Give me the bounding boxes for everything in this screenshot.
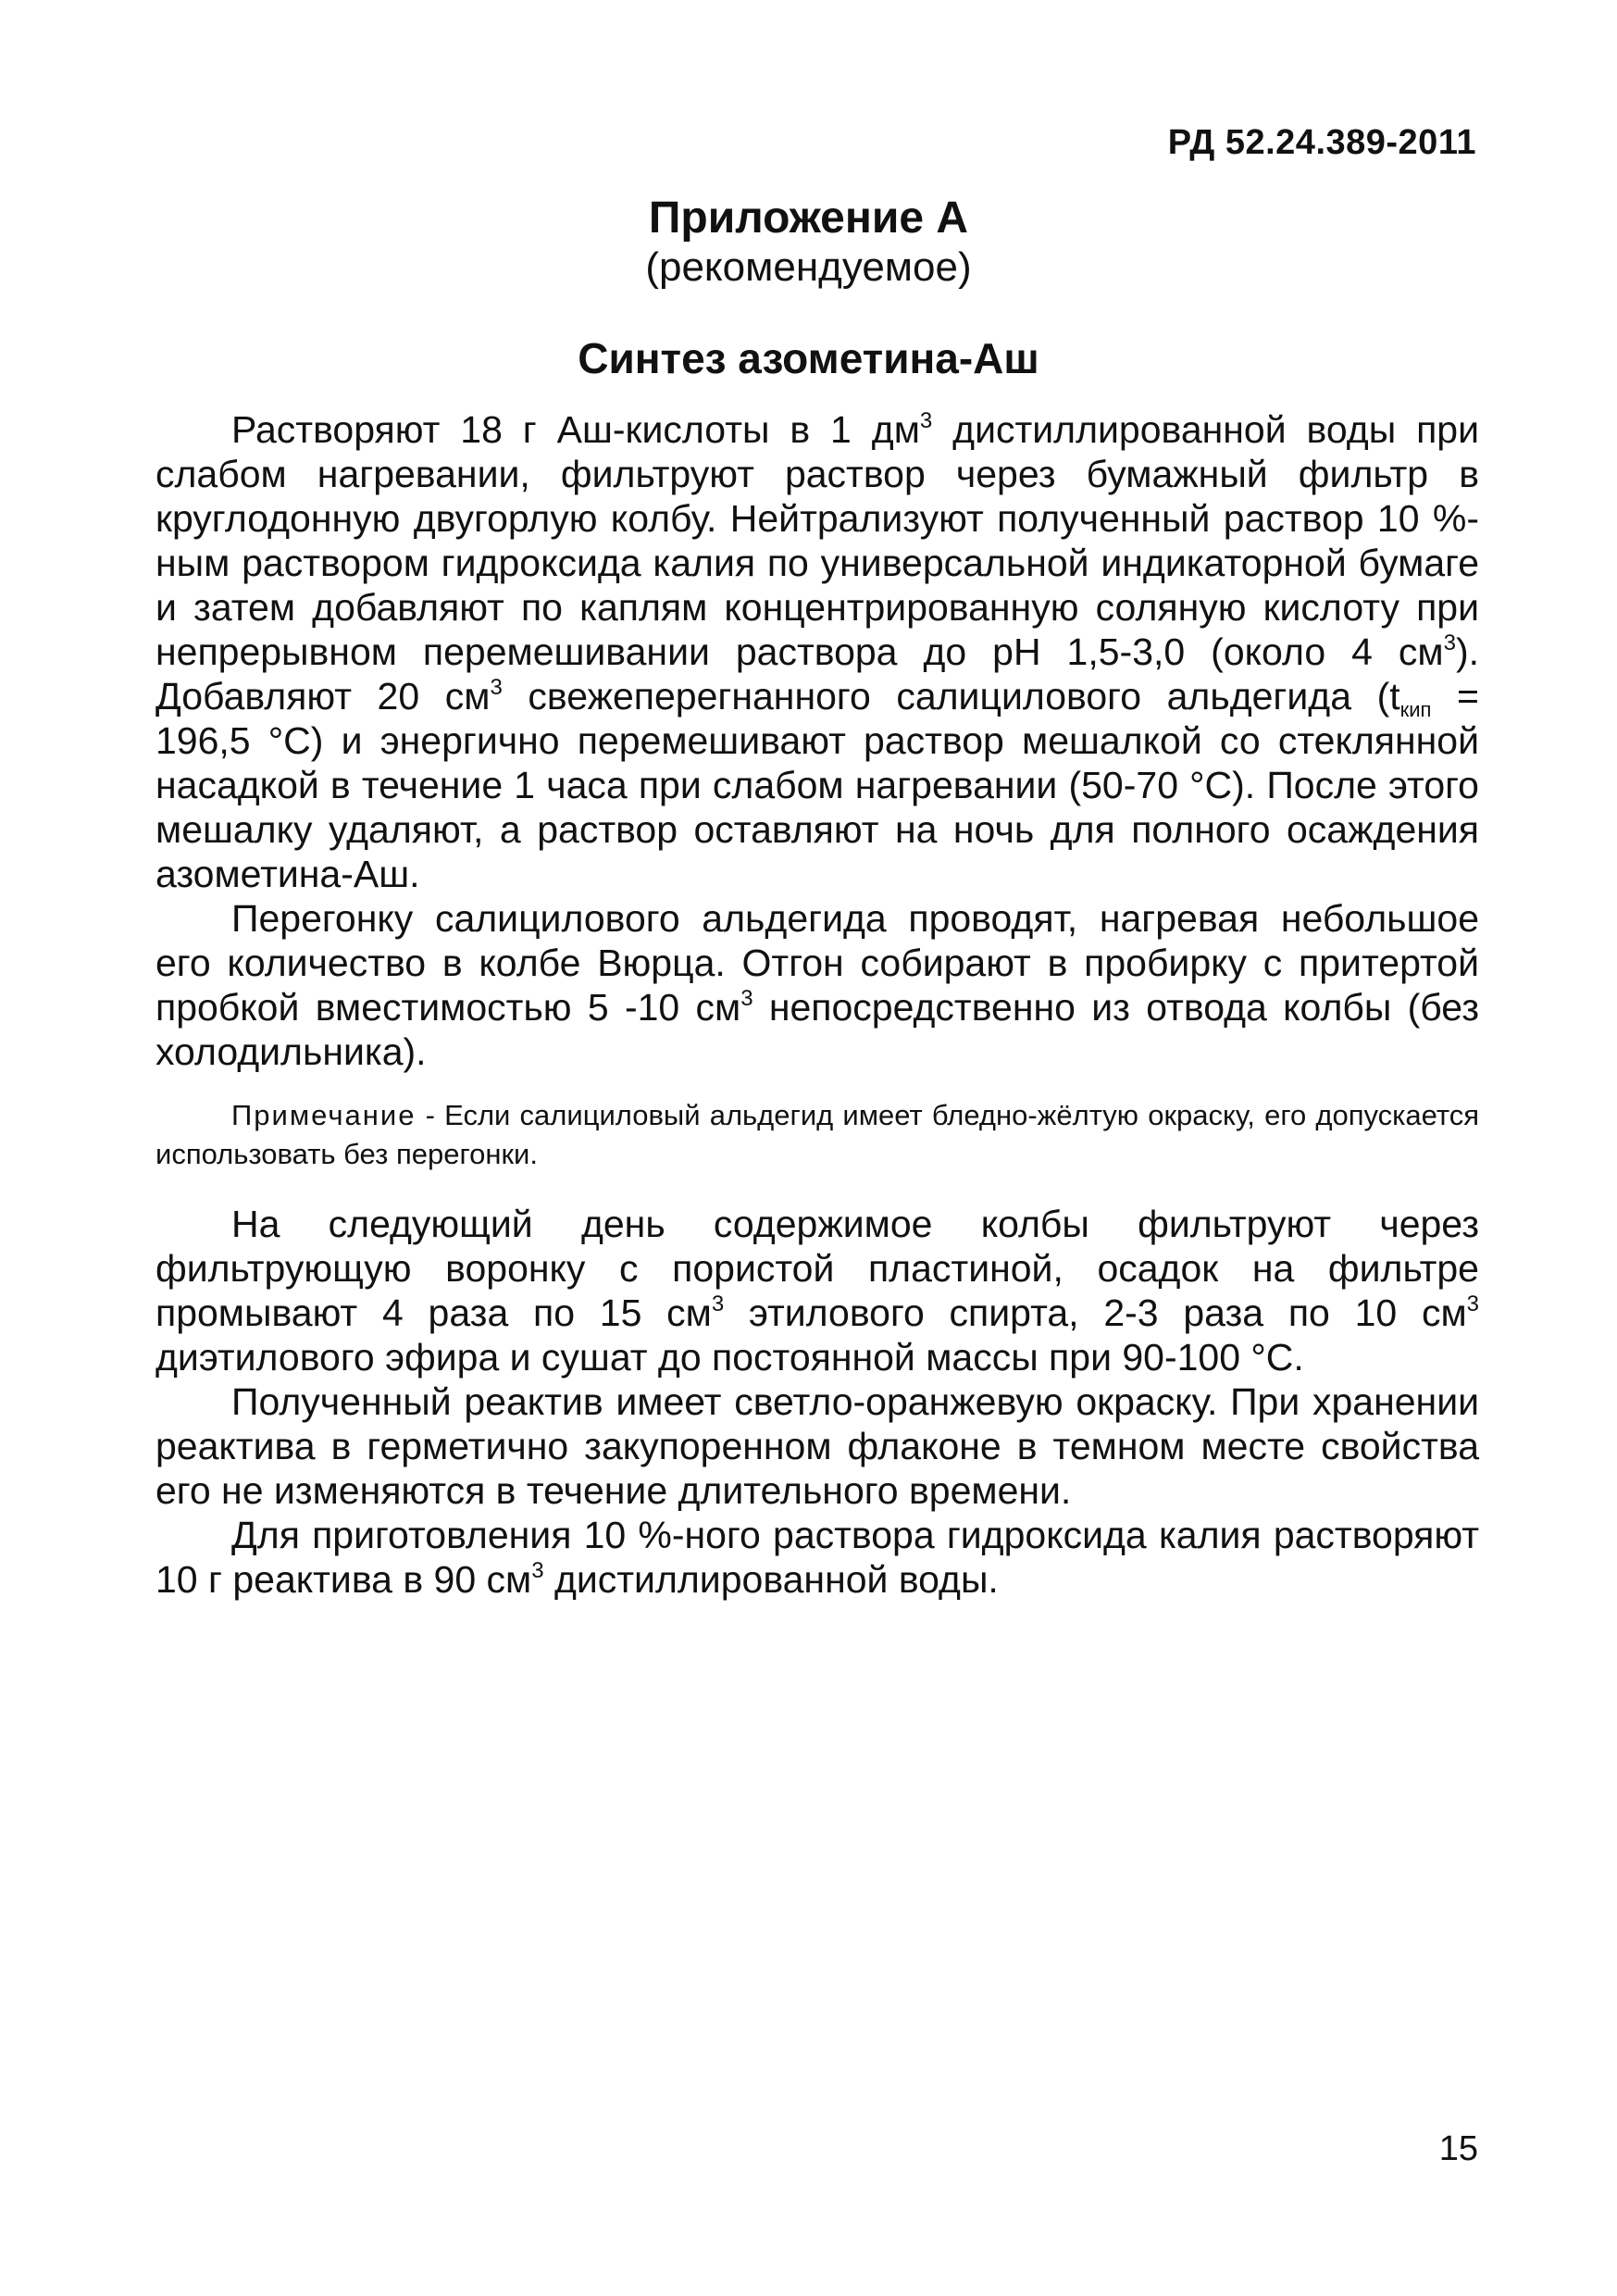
text-run: диэтилового эфира и сушат до постоянной массы при 90-100 °С. xyxy=(155,1336,1304,1379)
superscript: 3 xyxy=(531,1558,544,1583)
paragraph-storage xyxy=(155,1379,1479,1513)
text-run: На следующий день содержимое колбы фильтруют через фильтрующую воронку с пористой пластиной, осадок на фильтре промывают 4 раза по 15 см xyxy=(155,1203,1479,1334)
superscript: 3 xyxy=(1443,630,1456,655)
section-title: Синтез азометина-Аш xyxy=(578,334,1039,382)
text-run: дистиллированной воды. xyxy=(543,1558,999,1601)
document-body xyxy=(155,407,1479,1602)
document-id: РД 52.24.389-2011 xyxy=(1167,123,1476,162)
text-run: этилового спирта, 2-3 раза по 10 см xyxy=(724,1292,1467,1334)
text-run: Перегонку салицилового альдегида проводят, нагревая небольшое его количество в колбе Вюрца. Отгон собирают в пробирку с притертой пробкой вместимостью 5 -10 см xyxy=(155,897,1479,1029)
appendix-title: Приложение А xyxy=(648,193,969,243)
superscript: 3 xyxy=(490,675,503,700)
superscript: 3 xyxy=(919,408,933,433)
superscript: 3 xyxy=(711,1292,725,1316)
note-label: Примечание xyxy=(231,1099,417,1131)
superscript: 3 xyxy=(1466,1292,1479,1316)
page-number: 15 xyxy=(1438,2129,1478,2168)
superscript: 3 xyxy=(740,986,753,1011)
text-run: непосредственно из отвода колбы (без холодильника). xyxy=(155,986,1479,1073)
text-run: ). Добавляют 20 см xyxy=(155,630,1479,718)
paragraph-koh-solution xyxy=(155,1513,1479,1602)
subscript: кип xyxy=(1399,698,1432,721)
text-run: Полученный реактив имеет светло-оранжевую окраску. При хранении реактива в герметично закупоренном флаконе в темном месте свойства его не изменяются в течение длительного времени. xyxy=(155,1380,1479,1512)
text-run: Растворяют 18 г Аш-кислоты в 1 дм xyxy=(231,408,920,451)
paragraph-filtration xyxy=(155,1202,1479,1379)
appendix-subtitle: (рекомендуемое) xyxy=(645,244,972,290)
text-run: Для приготовления 10 %-ного раствора гидроксида калия растворяют 10 г реактива в 90 см xyxy=(155,1514,1479,1601)
note-text: - Если салициловый альдегид имеет бледно-жёлтую окраску, его допускается использовать без перегонки. xyxy=(155,1099,1479,1170)
paragraph-distillation xyxy=(155,896,1479,1074)
note xyxy=(155,1096,1479,1174)
paragraph-synthesis xyxy=(155,407,1479,896)
text-run: свежеперегнанного салицилового альдегида (t xyxy=(502,675,1400,718)
text-run: дистиллированной воды при слабом нагревании, фильтруют раствор через бумажный фильтр в круглодонную двугорлую колбу. Нейтрализуют полученный раствор 10 %-ным раствором гидроксида калия по универсальной индикаторной бумаге и затем добавляют по каплям концентрированную соляную кислоту при непрерывном перемешивании раствора до рН 1,5-3,0 (около 4 см xyxy=(155,408,1479,673)
text-run: = 196,5 °С) и энергично перемешивают раствор мешалкой со стеклянной насадкой в течение 1 часа при слабом нагревании (50-70 °С). После этого мешалку удаляют, а раствор оставляют на ночь для полного осаждения азометина-Аш. xyxy=(155,675,1480,895)
